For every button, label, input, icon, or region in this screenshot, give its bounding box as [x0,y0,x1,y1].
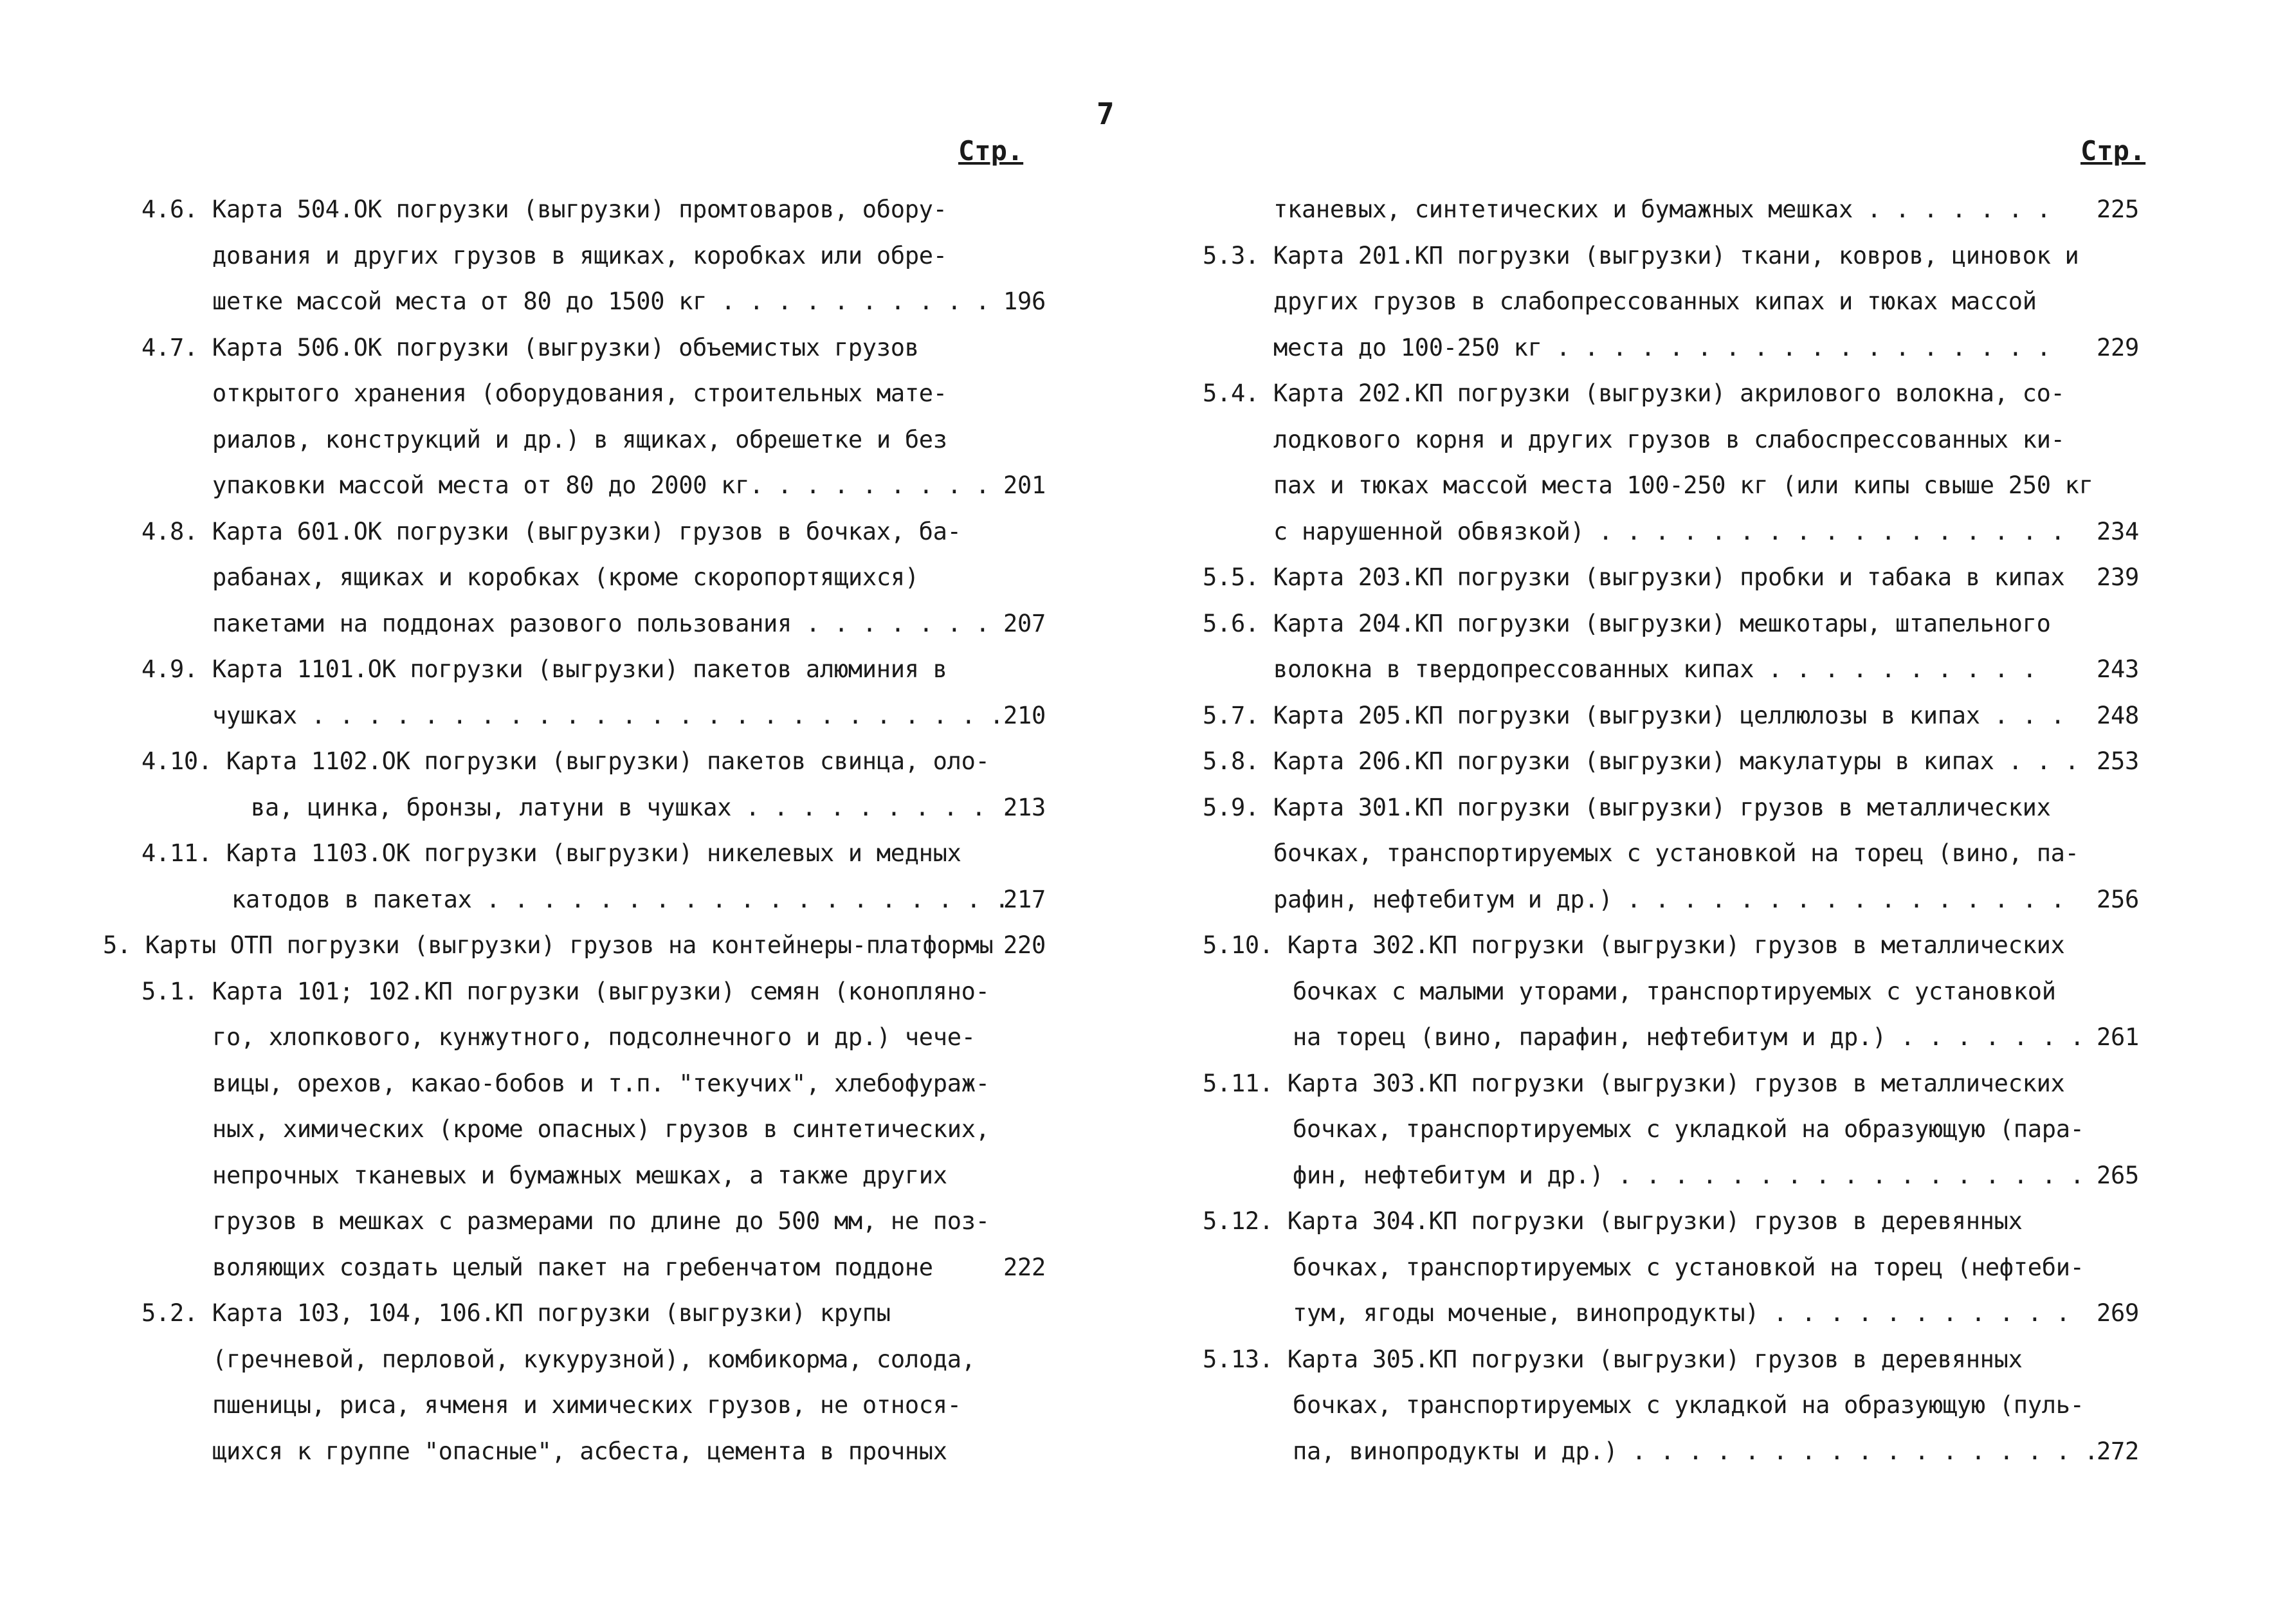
toc-line [1203,1245,2167,1291]
toc-entry-text: 5.13. Карта 305.КП погрузки (выгрузки) грузов в деревянных [1203,1345,2023,1373]
toc-entry-text: вицы, орехов, какао-бобов и т.п. "текучих", хлебофураж- [212,1069,990,1097]
toc-entry-text: места до 100-250 кг . . . . . . . . . . . . . . . . . . [1273,333,2051,361]
toc-line [1203,601,2167,647]
toc-entry-text: волокна в твердопрессованных кипах . . . . . . . . . . [1273,655,2037,683]
toc-line [103,922,1048,969]
toc-entry-text: 5.7. Карта 205.КП погрузки (выгрузки) целлюлозы в кипах . . . [1203,701,2065,729]
toc-line [103,1382,1048,1428]
toc-page-number: 222 [1003,1253,1046,1281]
toc-entry-text: грузов в мешках с размерами по длине до 500 мм, не поз- [212,1207,990,1235]
toc-entry-text: 5. Карты ОТП погрузки (выгрузки) грузов на контейнеры-платформы [103,931,994,959]
toc-line [103,325,1048,371]
toc-line [1203,462,2167,509]
toc-entry-text: 5.12. Карта 304.КП погрузки (выгрузки) грузов в деревянных [1203,1207,2023,1235]
toc-page-number: 213 [1003,793,1046,821]
toc-line [103,830,1048,877]
toc-line [1203,969,2167,1015]
toc-entry-text: 5.1. Карта 101; 102.КП погрузки (выгрузки) семян (конопляно- [141,977,990,1005]
toc-entry-text: 5.6. Карта 204.КП погрузки (выгрузки) мешкотары, штапельного [1203,609,2051,637]
toc-line [103,462,1048,509]
toc-entry-text: риалов, конструкций и др.) в ящиках, обрешетке и без [212,425,947,453]
toc-line [103,1198,1048,1245]
toc-entry-text: открытого хранения (оборудования, строительных мате- [212,379,947,407]
right-toc-column [1203,187,2167,1474]
toc-entry-text: упаковки массой места от 80 до 2000 кг. . . . . . . . . [212,471,990,499]
toc-entry-text: пах и тюках массой места 100-250 кг (или кипы свыше 250 кг [1273,471,2093,499]
toc-line [103,370,1048,417]
toc-line [103,1290,1048,1337]
toc-line [103,1428,1048,1475]
toc-entry-text: ва, цинка, бронзы, латуни в чушках . . . . . . . . . . [251,793,1014,821]
toc-page-number: 210 [1003,701,1046,729]
toc-line [103,1245,1048,1291]
toc-entry-text: пшеницы, риса, ячменя и химических грузов, не относя- [212,1391,961,1419]
toc-line [1203,1106,2167,1153]
page-number: 7 [1097,96,1115,131]
toc-entry-text: щихся к группе "опасные", асбеста, цемента в прочных [212,1437,947,1465]
toc-line [1203,417,2167,463]
toc-entry-text: 5.2. Карта 103, 104, 106.КП погрузки (выгрузки) крупы [141,1299,891,1327]
toc-line [103,187,1048,233]
toc-entry-text: фин, нефтебитум и др.) . . . . . . . . . . . . . . . . . [1293,1161,2084,1189]
left-toc-column [103,187,1048,1474]
toc-line [103,738,1048,785]
toc-page-number: 196 [1003,287,1046,315]
toc-entry-text: тум, ягоды моченые, винопродукты) . . . . . . . . . . . [1293,1299,2070,1327]
toc-page-number: 248 [2097,701,2139,729]
toc-entry-text: ных, химических (кроме опасных) грузов в синтетических, [212,1115,990,1143]
toc-line [1203,922,2167,969]
toc-line [103,785,1048,831]
toc-line [103,509,1048,555]
toc-line [1203,738,2167,785]
toc-line [103,1014,1048,1061]
toc-page-number: 239 [2097,563,2139,591]
toc-page-number: 272 [2097,1437,2139,1465]
toc-page-number: 225 [2097,196,2139,223]
toc-line [1203,1153,2167,1199]
toc-line [1203,693,2167,739]
toc-entry-text: бочках, транспортируемых с укладкой на образующую (пара- [1293,1115,2084,1143]
toc-line [1203,1290,2167,1337]
toc-page-number: 261 [2097,1023,2139,1051]
toc-line [1203,785,2167,831]
toc-line [1203,370,2167,417]
toc-entry-text: 5.11. Карта 303.КП погрузки (выгрузки) грузов в металлических [1203,1069,2065,1097]
toc-line [1203,233,2167,279]
toc-line [1203,1014,2167,1061]
toc-line [1203,830,2167,877]
toc-line [1203,1382,2167,1428]
toc-line [103,1061,1048,1107]
toc-line [103,1337,1048,1383]
toc-line [1203,1061,2167,1107]
toc-page-number: 265 [2097,1161,2139,1189]
toc-page-number: 229 [2097,333,2139,361]
toc-entry-text: бочках, транспортируемых с установкой на торец (вино, па- [1273,839,2079,867]
toc-entry-text: непрочных тканевых и бумажных мешках, а также других [212,1161,947,1189]
toc-entry-text: воляющих создать целый пакет на гребенчатом поддоне [212,1253,933,1281]
toc-line [1203,877,2167,923]
toc-line [1203,1428,2167,1475]
toc-line [103,1153,1048,1199]
toc-line [103,693,1048,739]
toc-entry-text: 5.10. Карта 302.КП погрузки (выгрузки) грузов в металлических [1203,931,2065,959]
toc-entry-text: 5.4. Карта 202.КП погрузки (выгрузки) акрилового волокна, со- [1203,379,2065,407]
toc-entry-text: чушках . . . . . . . . . . . . . . . . . . . . . . . . . [212,701,1004,729]
toc-entry-text: па, винопродукты и др.) . . . . . . . . . . . . . . . . . [1293,1437,2098,1465]
toc-entry-text: рабанах, ящиках и коробках (кроме скоропортящихся) [212,563,919,591]
toc-entry-text: 4.11. Карта 1103.ОК погрузки (выгрузки) никелевых и медных [141,839,961,867]
toc-entry-text: рафин, нефтебитум и др.) . . . . . . . . . . . . . . . . [1273,885,2065,913]
toc-entry-text: го, хлопкового, кунжутного, подсолнечного и др.) чече- [212,1023,976,1051]
toc-line [103,601,1048,647]
toc-line [1203,509,2167,555]
toc-entry-text: (гречневой, перловой, кукурузной), комбикорма, солода, [212,1345,976,1373]
toc-entry-text: бочках, транспортируемых с укладкой на образующую (пуль- [1293,1391,2084,1419]
toc-entry-text: 5.9. Карта 301.КП погрузки (выгрузки) грузов в металлических [1203,793,2051,821]
toc-line [103,1106,1048,1153]
toc-entry-text: 4.8. Карта 601.ОК погрузки (выгрузки) грузов в бочках, ба- [141,517,961,545]
toc-page-number: 253 [2097,747,2139,775]
toc-line [1203,646,2167,693]
toc-page-number: 207 [1003,609,1046,637]
toc-entry-text: 4.6. Карта 504.ОК погрузки (выгрузки) промтоваров, обору- [141,196,947,223]
toc-entry-text: 5.5. Карта 203.КП погрузки (выгрузки) пробки и табака в кипах [1203,563,2065,591]
toc-page-number: 201 [1003,471,1046,499]
toc-entry-text: тканевых, синтетических и бумажных мешках . . . . . . . [1273,196,2051,223]
toc-page-number: 234 [2097,517,2139,545]
toc-entry-text: лодкового корня и других грузов в слабоспрессованных ки- [1273,425,2065,453]
toc-entry-text: шетке массой места от 80 до 1500 кг . . . . . . . . . . [212,287,990,315]
toc-line [1203,1337,2167,1383]
toc-page-number: 256 [2097,885,2139,913]
toc-entry-text: с нарушенной обвязкой) . . . . . . . . . . . . . . . . . [1273,517,2065,545]
toc-line [1203,187,2167,233]
toc-line [103,233,1048,279]
toc-page-number: 220 [1003,931,1046,959]
toc-entry-text: 4.9. Карта 1101.ОК погрузки (выгрузки) пакетов алюминия в [141,655,947,683]
toc-line [1203,1198,2167,1245]
toc-entry-text: 5.8. Карта 206.КП погрузки (выгрузки) макулатуры в кипах . . . [1203,747,2079,775]
toc-page-number: 217 [1003,885,1046,913]
toc-line [103,646,1048,693]
left-column-header: Стр. [958,135,1024,167]
toc-entry-text: бочках, транспортируемых с установкой на торец (нефтеби- [1293,1253,2084,1281]
toc-line [103,417,1048,463]
toc-entry-text: дования и других грузов в ящиках, коробках или обре- [212,241,947,269]
toc-line [103,278,1048,325]
toc-entry-text: 4.10. Карта 1102.ОК погрузки (выгрузки) пакетов свинца, оло- [141,747,990,775]
toc-page-number: 269 [2097,1299,2139,1327]
toc-line [103,969,1048,1015]
toc-entry-text: 5.3. Карта 201.КП погрузки (выгрузки) ткани, ковров, циновок и [1203,241,2079,269]
toc-entry-text: 4.7. Карта 506.ОК погрузки (выгрузки) объемистых грузов [141,333,919,361]
right-column-header: Стр. [2080,135,2146,167]
toc-entry-text: бочках с малыми уторами, транспортируемых с установкой [1293,977,2056,1005]
toc-entry-text: пакетами на поддонах разового пользования . . . . . . . [212,609,990,637]
toc-entry-text: катодов в пакетах . . . . . . . . . . . . . . . . . . . [232,885,1009,913]
toc-entry-text: на торец (вино, парафин, нефтебитум и др.) . . . . . . . [1293,1023,2084,1051]
toc-line [1203,278,2167,325]
toc-line [1203,325,2167,371]
toc-entry-text: других грузов в слабопрессованных кипах и тюках массой [1273,287,2037,315]
toc-line [1203,554,2167,601]
toc-page-number: 243 [2097,655,2139,683]
toc-line [103,877,1048,923]
toc-line [103,554,1048,601]
